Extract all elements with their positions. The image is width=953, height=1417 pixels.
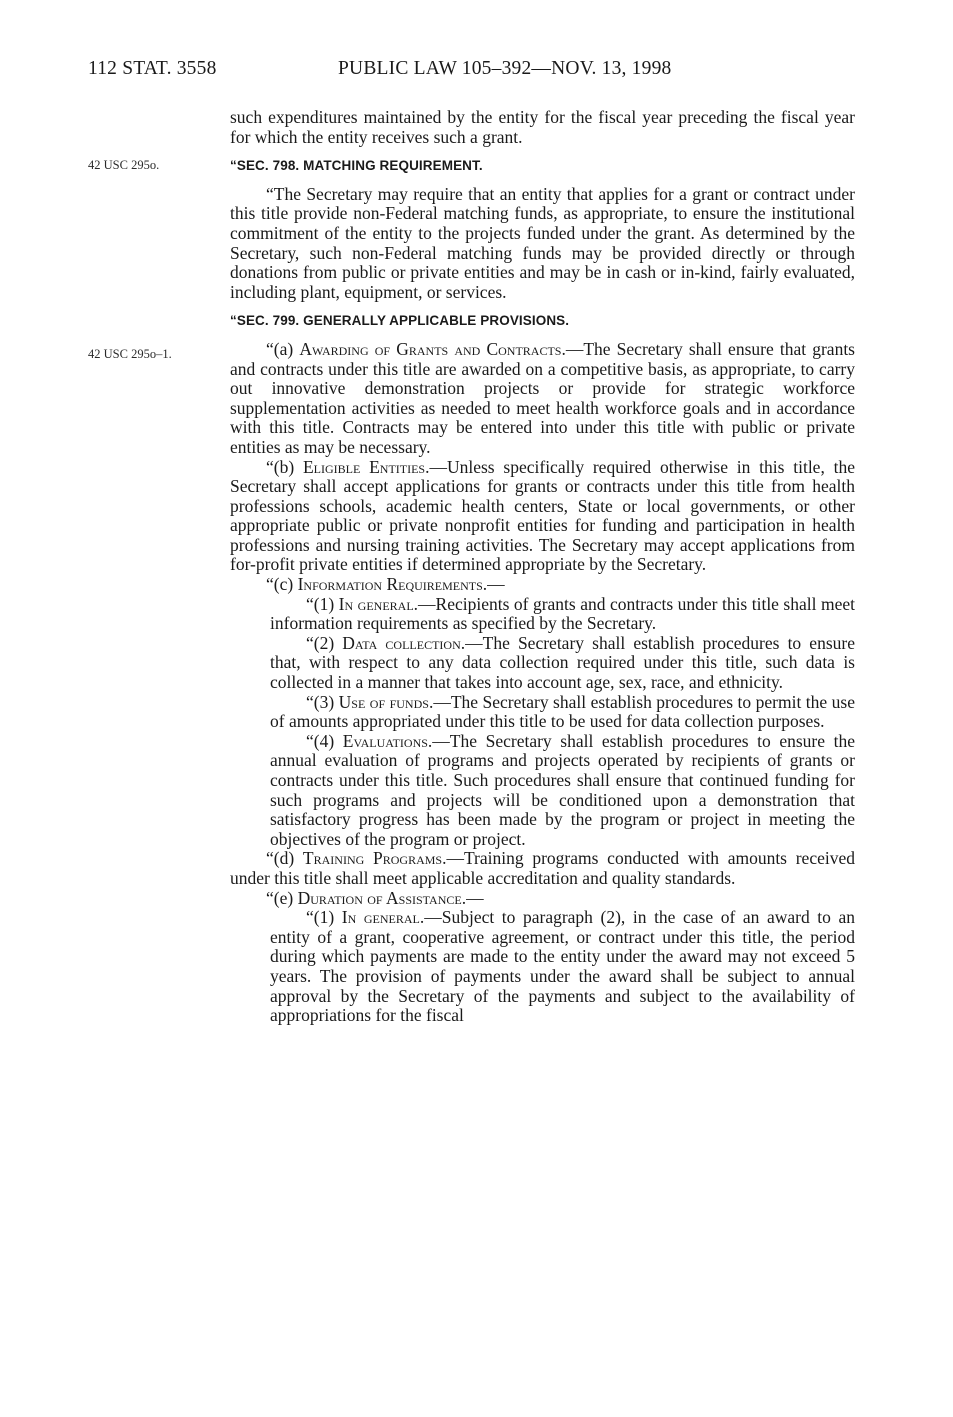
margin-note-usc-295o: 42 USC 295o. (88, 158, 160, 172)
section-799-heading: “SEC. 799. GENERALLY APPLICABLE PROVISIONS. (230, 313, 570, 329)
paragraph-c2-title: Data collection (342, 632, 461, 653)
subsection-a: “(a) Awarding of Grants and Contracts.—The Secretary shall ensure that grants and contracts under this title are awarded on a competitive basis, as appropriate, to carry out innovative demonstration projects or provide for strategic workforce supplementation activities as needed to meet health workforce goals and in accordance with this title. Contracts may be entered into under this title with public or private entities as may be necessary. (230, 338, 855, 457)
paragraph-c4-title: Evaluations (342, 730, 428, 751)
section-798-text: “The Secretary may require that an entity that applies for a grant or contract under this title provide non-Federal matching funds, as appropriate, to ensure the institutional commitment of the entity to the projects funded under the grant. As determined by the Secretary, such non-Federal matching funds may be provided directly or through donations from public or private entities and may be in cash or in-kind, fairly evaluated, including plant, equipment, or services. (230, 183, 855, 302)
paragraph-c3-title: Use of funds (338, 691, 429, 712)
paragraph-e1: “(1) In general.—Subject to paragraph (2), in the case of an award to an entity of a grant, cooperative agreement, or contract under this title, the period during which payments are made to the entity under the award may not exceed 5 years. The provision of payments under the award shall be subject to annual approval by the Secretary of the payments and subject to the availability of appropriations for the fiscal (270, 907, 855, 1026)
section-798-heading: “SEC. 798. MATCHING REQUIREMENT. (230, 158, 483, 174)
continuation-paragraph: such expenditures maintained by the entity for the fiscal year preceding the fiscal year for which the entity receives such a grant. (230, 107, 855, 147)
subsection-e-title: Duration of Assistance (297, 887, 462, 908)
paragraph-c3: “(3) Use of funds.—The Secretary shall establish procedures to permit the use of amounts appropriated under this title to be used for data collection purposes. (270, 691, 855, 732)
paragraph-c1: “(1) In general.—Recipients of grants and contracts under this title shall meet information requirements as specified by the Secretary. (270, 593, 855, 634)
document-body (230, 108, 855, 1026)
subsection-b-title: Eligible Entities (302, 456, 426, 477)
subsection-c-title: Information Requirements (297, 574, 483, 595)
subsection-d-title: Training Programs (302, 848, 443, 869)
subsection-a-title: Awarding of Grants and Contracts (299, 338, 562, 359)
paragraph-c2: “(2) Data collection.—The Secretary shall establish procedures to ensure that, with respect to any data collection required under this title, such data is collected in a manner that takes into account age, sex, race, and ethnicity. (270, 632, 855, 693)
paragraph-c1-title: In general (338, 593, 414, 614)
page-header (88, 58, 858, 88)
subsection-e: “(e) Duration of Assistance.— (266, 887, 484, 908)
paragraph-c4: “(4) Evaluations.—The Secretary shall establish procedures to ensure the annual evaluation of programs and projects operated by recipients of grants or contracts under this title. Such procedures shall ensure that continued funding for such programs and projects will be conditioned upon a demonstration that satisfactory progress has been made by the program or project in meeting the objectives of the program or project. (270, 730, 855, 849)
public-law-title: PUBLIC LAW 105–392—NOV. 13, 1998 (338, 58, 672, 79)
paragraph-e1-title: In general (341, 907, 420, 928)
statute-page-number: 112 STAT. 3558 (88, 58, 217, 79)
subsection-b: “(b) Eligible Entities.—Unless specifically required otherwise in this title, the Secretary shall accept applications for grants or contracts under this title from health professions schools, academic health centers, State or local governments, or other appropriate public or private nonprofit entities for funding and participation in health professions and nursing training activities. The Secretary may accept applications from for-profit private entities if determined appropriate by the Secretary. (230, 456, 855, 575)
margin-note-usc-295o-1: 42 USC 295o–1. (88, 347, 172, 361)
subsection-c: “(c) Information Requirements.— (266, 574, 505, 595)
subsection-d: “(d) Training Programs.—Training programs conducted with amounts received under this title shall meet applicable accreditation and quality standards. (230, 848, 855, 888)
